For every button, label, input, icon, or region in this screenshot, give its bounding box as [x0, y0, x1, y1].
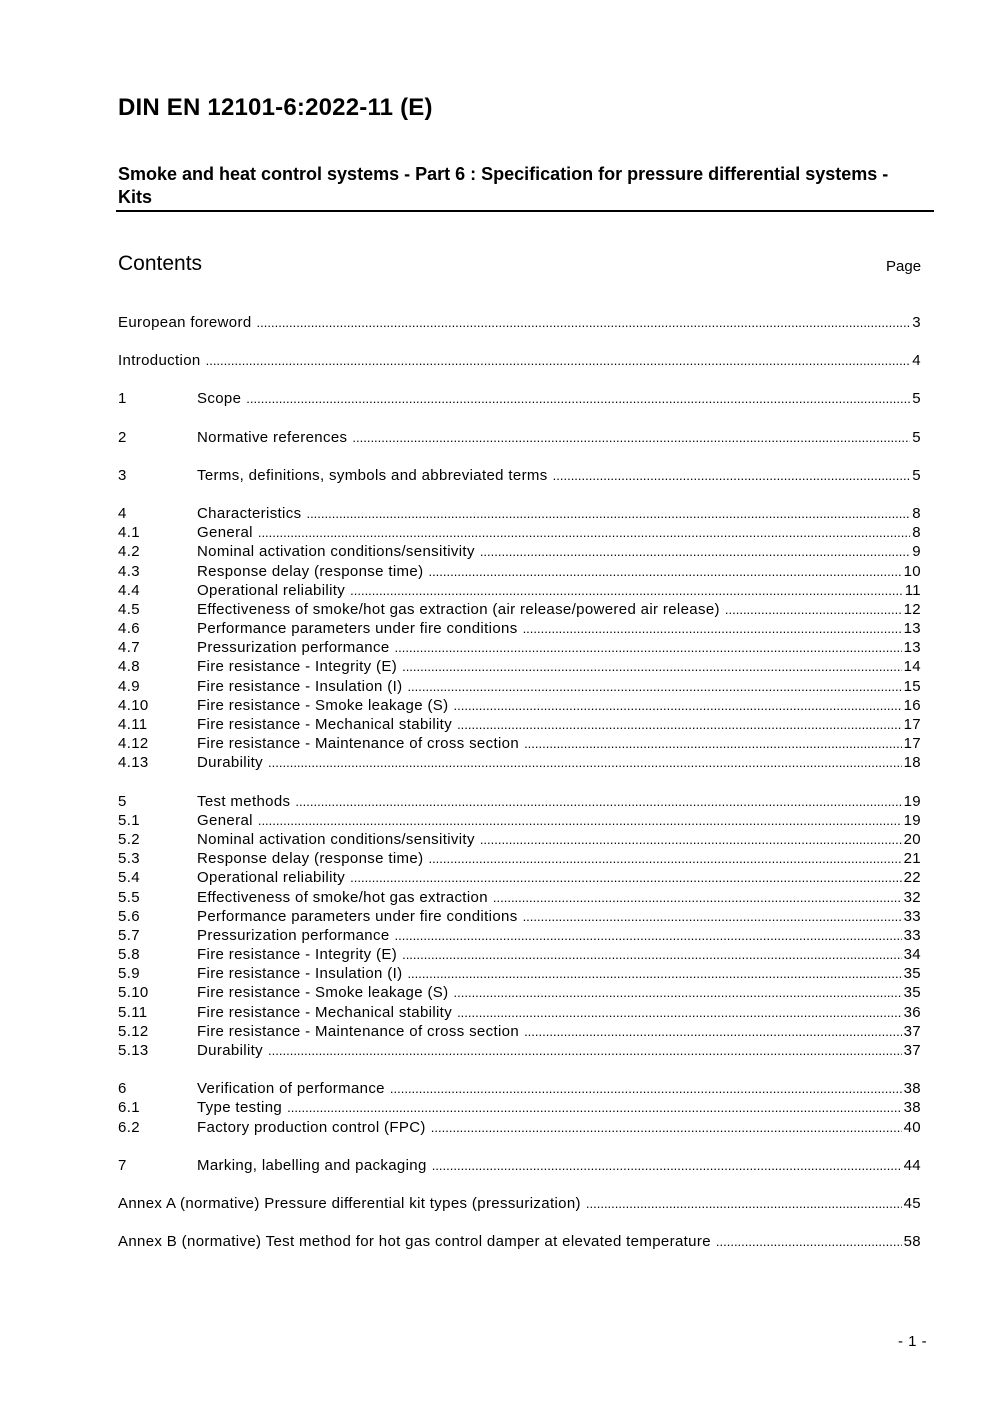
toc-entry-number: 5.12	[118, 1022, 149, 1040]
toc-entry[interactable]	[118, 1157, 921, 1176]
toc-entry-page: 22	[903, 869, 921, 887]
toc-entry-number: 4.6	[118, 620, 140, 638]
toc-entry-title: Pressurization performance	[197, 639, 390, 657]
toc-entry[interactable]	[118, 563, 921, 582]
toc-group	[118, 1233, 921, 1252]
toc-entry-title: Fire resistance - Maintenance of cross section	[197, 735, 520, 753]
toc-dot-leader	[402, 947, 902, 962]
toc-dot-leader	[454, 985, 902, 1000]
toc-entry-number: 5.11	[118, 1003, 148, 1021]
toc-entry-title: Effectiveness of smoke/hot gas extraction (air release/powered air release)	[197, 600, 720, 618]
toc-entry-title: Verification of performance	[197, 1080, 385, 1098]
toc-dot-leader	[493, 890, 902, 905]
toc-entry-number: 4.7	[118, 639, 140, 657]
toc-entry-page: 44	[903, 1156, 921, 1174]
toc-dot-leader	[268, 1043, 902, 1058]
toc-entry-number: 6.2	[118, 1118, 140, 1136]
toc-entry-page: 13	[903, 620, 921, 638]
toc-entry-number: 5.9	[118, 965, 140, 983]
toc-entry-title: Test methods	[197, 792, 291, 810]
toc-group	[118, 467, 921, 486]
toc-entry[interactable]	[118, 620, 921, 639]
toc-entry[interactable]	[118, 793, 921, 812]
toc-entry[interactable]	[118, 467, 921, 486]
toc-entry-title: Operational reliability	[197, 869, 346, 887]
toc-entry-page: 32	[903, 888, 921, 906]
toc-entry-number: 4.10	[118, 696, 149, 714]
toc-entry-number: 4.8	[118, 658, 140, 676]
toc-dot-leader	[258, 813, 902, 828]
toc-entry[interactable]	[118, 908, 921, 927]
toc-dot-leader	[480, 832, 902, 847]
toc-entry-number: 4.11	[118, 716, 148, 733]
toc-entry-page: 33	[903, 926, 921, 944]
toc-entry-number: 5.4	[118, 869, 140, 887]
toc-entry[interactable]	[118, 429, 921, 448]
toc-entry-title: General	[197, 811, 253, 829]
toc-entry-page: 19	[903, 792, 921, 810]
toc-entry-title: Fire resistance - Maintenance of cross section	[197, 1022, 520, 1040]
toc-entry-page: 16	[903, 696, 921, 714]
toc-entry[interactable]	[118, 984, 921, 1003]
toc-dot-leader	[352, 430, 910, 445]
document-subtitle: Smoke and heat control systems - Part 6 : Specification for pressure differential systems - Kits	[118, 164, 889, 207]
toc-dot-leader	[523, 621, 902, 636]
toc-entry-page: 13	[903, 639, 921, 657]
toc-group	[118, 1080, 921, 1138]
toc-entry-number: 5.13	[118, 1042, 149, 1059]
toc-dot-leader	[523, 909, 902, 924]
toc-entry-number: 4.13	[118, 754, 149, 772]
toc-entry-page: 34	[903, 946, 921, 964]
toc-entry[interactable]	[118, 1233, 921, 1252]
toc-group	[118, 505, 921, 774]
toc-entry-number: 5.8	[118, 946, 140, 964]
toc-entry[interactable]	[118, 314, 921, 333]
toc-entry[interactable]	[118, 524, 921, 543]
toc-dot-leader	[457, 717, 902, 732]
toc-dot-leader	[586, 1196, 902, 1211]
toc-entry-number: 4.3	[118, 562, 140, 580]
toc-dot-leader	[431, 1120, 902, 1135]
toc-entry-title: Fire resistance - Integrity (E)	[197, 946, 398, 964]
toc-entry[interactable]	[118, 716, 921, 735]
toc-entry-title: Nominal activation conditions/sensitivity	[197, 543, 475, 561]
toc-entry-page: 40	[903, 1118, 921, 1136]
toc-dot-leader	[395, 640, 902, 655]
toc-entry-title: Performance parameters under fire conditions	[197, 907, 518, 925]
toc-dot-leader	[287, 1100, 902, 1115]
toc-entry-page: 35	[903, 965, 921, 983]
toc-dot-leader	[295, 794, 901, 809]
toc-dot-leader	[725, 602, 902, 617]
toc-entry-title: Type testing	[197, 1099, 283, 1117]
toc-entry-page: 5	[912, 390, 921, 408]
toc-dot-leader	[524, 736, 902, 751]
toc-entry-number: 5.1	[118, 811, 140, 829]
toc-entry[interactable]	[118, 543, 921, 562]
toc-entry-page: 8	[912, 504, 921, 522]
toc-entry-number: 5.2	[118, 830, 140, 848]
toc-entry-title: Fire resistance - Integrity (E)	[197, 658, 398, 676]
toc-entry-number: 6	[118, 1080, 127, 1098]
toc-entry-title: Annex B (normative) Test method for hot gas control damper at elevated temperature	[118, 1233, 711, 1251]
toc-entry[interactable]	[118, 735, 921, 754]
toc-entry-number: 4.12	[118, 735, 149, 753]
toc-entry[interactable]	[118, 352, 921, 371]
toc-dot-leader	[206, 353, 911, 368]
toc-entry[interactable]	[118, 965, 921, 984]
toc-dot-leader	[257, 315, 911, 330]
toc-entry[interactable]	[118, 1042, 921, 1061]
toc-entry-page: 4	[912, 352, 921, 370]
toc-entry-page: 37	[903, 1022, 921, 1040]
toc-entry-page: 18	[903, 754, 921, 772]
toc-entry[interactable]	[118, 1080, 921, 1099]
toc-entry[interactable]	[118, 601, 921, 620]
footer-page-number: - 1 -	[898, 1333, 928, 1350]
toc-entry-title: Fire resistance - Smoke leakage (S)	[197, 984, 449, 1002]
toc-entry-page: 37	[903, 1042, 921, 1059]
toc-entry-number: 4.4	[118, 581, 140, 599]
toc-entry-title: Response delay (response time)	[197, 850, 424, 868]
document-title: DIN EN 12101-6:2022-11 (E)	[118, 94, 433, 121]
toc-entry[interactable]	[118, 1195, 921, 1214]
toc-dot-leader	[402, 659, 902, 674]
toc-entry-number: 4.5	[118, 600, 140, 618]
toc-entry-title: Fire resistance - Smoke leakage (S)	[197, 696, 449, 714]
table-of-contents	[118, 314, 921, 1271]
toc-dot-leader	[716, 1234, 902, 1249]
toc-dot-leader	[524, 1024, 902, 1039]
toc-entry-title: Response delay (response time)	[197, 562, 424, 580]
toc-dot-leader	[428, 851, 901, 866]
toc-group	[118, 314, 921, 333]
toc-entry[interactable]	[118, 639, 921, 658]
toc-entry-page: 12	[903, 600, 921, 618]
toc-entry-title: Nominal activation conditions/sensitivity	[197, 830, 475, 848]
toc-entry-page: 17	[903, 716, 921, 733]
toc-entry-title: Annex A (normative) Pressure differential kit types (pressurization)	[118, 1194, 581, 1212]
toc-entry-number: 5	[118, 792, 127, 810]
toc-dot-leader	[457, 1005, 902, 1020]
toc-entry-title: Characteristics	[197, 504, 302, 522]
toc-entry-number: 4.9	[118, 677, 140, 695]
toc-entry-number: 4	[118, 504, 127, 522]
toc-group	[118, 793, 921, 1062]
toc-entry[interactable]	[118, 946, 921, 965]
toc-dot-leader	[454, 698, 902, 713]
toc-entry-title: Normative references	[197, 428, 348, 446]
toc-entry-page: 36	[903, 1003, 921, 1021]
toc-entry-page: 5	[912, 428, 921, 446]
toc-entry[interactable]	[118, 1099, 921, 1118]
toc-entry-title: Fire resistance - Insulation (I)	[197, 677, 403, 695]
toc-entry[interactable]	[118, 1119, 921, 1138]
toc-entry[interactable]	[118, 869, 921, 888]
toc-entry-title: Durability	[197, 754, 264, 772]
toc-entry-page: 17	[903, 735, 921, 753]
toc-entry-page: 58	[903, 1233, 921, 1251]
toc-entry-number: 5.10	[118, 984, 149, 1002]
toc-entry-title: Fire resistance - Mechanical stability	[197, 1003, 453, 1021]
toc-entry-page: 10	[903, 562, 921, 580]
toc-entry-title: Fire resistance - Insulation (I)	[197, 965, 403, 983]
toc-entry-page: 14	[903, 658, 921, 676]
toc-entry-title: European foreword	[118, 314, 252, 331]
toc-entry[interactable]	[118, 505, 921, 524]
toc-entry-number: 5.5	[118, 888, 140, 906]
toc-entry[interactable]	[118, 889, 921, 908]
toc-group	[118, 1195, 921, 1214]
toc-dot-leader	[480, 544, 910, 559]
toc-entry[interactable]	[118, 390, 921, 409]
toc-entry-page: 15	[903, 677, 921, 695]
toc-entry-title: Terms, definitions, symbols and abbreviated terms	[197, 466, 548, 484]
toc-dot-leader	[306, 506, 910, 521]
toc-group	[118, 390, 921, 409]
toc-entry-title: Performance parameters under fire conditions	[197, 620, 518, 638]
toc-entry-title: Fire resistance - Mechanical stability	[197, 716, 453, 733]
toc-entry-number: 7	[118, 1156, 127, 1174]
toc-entry-page: 5	[912, 466, 921, 484]
toc-dot-leader	[407, 679, 901, 694]
toc-entry[interactable]	[118, 582, 921, 601]
toc-dot-leader	[432, 1158, 902, 1173]
toc-entry-number: 5.7	[118, 926, 140, 944]
toc-entry-page: 20	[903, 830, 921, 848]
toc-entry-page: 45	[903, 1194, 921, 1212]
toc-entry-page: 9	[912, 543, 921, 561]
toc-entry-number: 5.6	[118, 907, 140, 925]
toc-dot-leader	[395, 928, 902, 943]
toc-group	[118, 429, 921, 448]
toc-entry-number: 1	[118, 390, 127, 408]
toc-group	[118, 1157, 921, 1176]
toc-entry[interactable]	[118, 1023, 921, 1042]
toc-entry[interactable]	[118, 850, 921, 869]
toc-entry-number: 2	[118, 428, 127, 446]
toc-entry[interactable]	[118, 927, 921, 946]
toc-entry-title: Factory production control (FPC)	[197, 1118, 426, 1136]
toc-entry[interactable]	[118, 754, 921, 773]
toc-entry[interactable]	[118, 1004, 921, 1023]
toc-entry-title: Pressurization performance	[197, 926, 390, 944]
toc-entry-number: 6.1	[118, 1099, 140, 1117]
toc-entry-page: 3	[912, 314, 921, 331]
page-column-heading: Page	[886, 258, 922, 275]
toc-entry-page: 38	[903, 1080, 921, 1098]
toc-entry-title: Durability	[197, 1042, 264, 1059]
toc-dot-leader	[407, 966, 901, 981]
toc-entry-title: Introduction	[118, 352, 201, 370]
toc-entry-page: 35	[903, 984, 921, 1002]
toc-entry-title: General	[197, 524, 253, 542]
toc-entry-title: Scope	[197, 390, 242, 408]
toc-entry[interactable]	[118, 697, 921, 716]
toc-entry-page: 21	[903, 850, 921, 868]
toc-dot-leader	[390, 1081, 902, 1096]
toc-entry-page: 19	[903, 811, 921, 829]
toc-entry-number: 4.2	[118, 543, 140, 561]
toc-dot-leader	[268, 755, 902, 770]
toc-dot-leader	[246, 391, 910, 406]
toc-entry[interactable]	[118, 658, 921, 677]
toc-dot-leader	[428, 564, 901, 579]
toc-entry-title: Effectiveness of smoke/hot gas extraction	[197, 888, 488, 906]
toc-entry-page: 38	[903, 1099, 921, 1117]
toc-entry[interactable]	[118, 812, 921, 831]
toc-dot-leader	[350, 870, 901, 885]
toc-entry-number: 5.3	[118, 850, 140, 868]
toc-group	[118, 352, 921, 371]
toc-entry-page: 33	[903, 907, 921, 925]
toc-entry-number: 3	[118, 466, 127, 484]
toc-dot-leader	[350, 583, 903, 598]
contents-heading: Contents	[118, 252, 203, 275]
toc-entry-title: Marking, labelling and packaging	[197, 1156, 427, 1174]
title-divider	[116, 210, 934, 212]
toc-entry-page: 11	[904, 581, 921, 599]
toc-dot-leader	[553, 468, 911, 483]
toc-entry-number: 4.1	[118, 524, 140, 542]
toc-entry[interactable]	[118, 831, 921, 850]
toc-dot-leader	[258, 525, 910, 540]
toc-entry-title: Operational reliability	[197, 581, 346, 599]
toc-entry[interactable]	[118, 678, 921, 697]
toc-entry-page: 8	[912, 524, 921, 542]
